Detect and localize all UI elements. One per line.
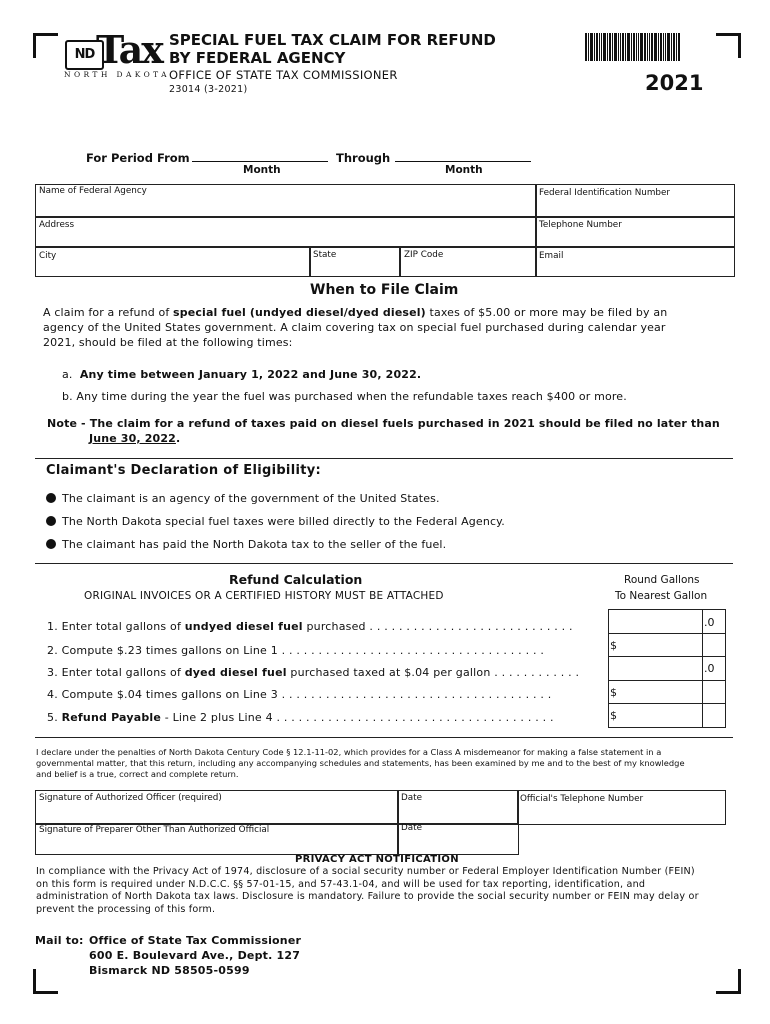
mailing-address: Office of State Tax Commissioner 600 E. Boulevard Ave., Dept. 127 Bismarck ND 58505-0599 xyxy=(89,934,302,977)
bullet-icon xyxy=(46,539,56,549)
round-gallons-label-1: Round Gallons xyxy=(624,574,700,586)
email-label: Email xyxy=(539,251,564,261)
logo-tax: Tax xyxy=(96,27,162,72)
refund-line-5: 5. Refund Payable - Line 2 plus Line 4 . . . . . . . . . . . . . . . . . . . . . . . . . . . . . . . . . . . . . . xyxy=(47,711,554,724)
refund-divider xyxy=(35,563,733,564)
fein-label: Federal Identification Number xyxy=(539,188,671,198)
logo-subtitle: NORTH DAKOTA xyxy=(64,70,170,79)
logo-nd: ND xyxy=(65,40,104,70)
period-through-input[interactable] xyxy=(395,149,531,162)
date-label-1: Date xyxy=(401,793,423,803)
registration-mark-bottom-right xyxy=(716,969,741,994)
penalty-statement: I declare under the penalties of North Dakota Century Code § 12.1-11-02, which provides for a Class A misdemeanor for making a false statement in a governmental matter, that this return, including any accompanying schedules and statements, has been examined by me and to the best of my knowledge and belief is a true, correct and complete return. xyxy=(36,747,685,779)
city-label: City xyxy=(39,251,57,261)
period-from-input[interactable] xyxy=(192,149,328,162)
declaration-heading: Claimant's Declaration of Eligibility: xyxy=(46,463,321,478)
refund-subheading: ORIGINAL INVOICES OR A CERTIFIED HISTORY MUST BE ATTACHED xyxy=(84,590,444,602)
form-title xyxy=(169,31,529,67)
period-from-label: For Period From xyxy=(86,151,190,165)
refund-heading: Refund Calculation xyxy=(229,572,363,587)
refund-line-2: 2. Compute $.23 times gallons on Line 1 . . . . . . . . . . . . . . . . . . . . . . . . . . . . . . . . . . . . xyxy=(47,644,545,657)
line1-zero: .0 xyxy=(704,616,715,629)
declaration-item-3: The claimant has paid the North Dakota tax to the seller of the fuel. xyxy=(62,538,447,551)
when-to-file-heading: When to File Claim xyxy=(310,282,459,298)
date-label-2: Date xyxy=(401,823,423,833)
preparer-signature-label: Signature of Preparer Other Than Authorized Official xyxy=(39,825,270,835)
when-to-file-paragraph: A claim for a refund of special fuel (undyed diesel/dyed diesel) taxes of $5.00 or more may be filed by an agency of the United States government. A claim covering tax on special fuel purchased during calendar year 2021, should be filed at the following times: xyxy=(43,306,668,349)
privacy-heading: PRIVACY ACT NOTIFICATION xyxy=(295,854,459,865)
month-label-through: Month xyxy=(445,164,483,176)
bullet-icon xyxy=(46,516,56,526)
refund-line-1: 1. Enter total gallons of undyed diesel fuel purchased . . . . . . . . . . . . . . . . . . . . . . . . . . . . xyxy=(47,620,573,633)
filing-note: Note - The claim for a refund of taxes paid on diesel fuels purchased in 2021 should be filed no later than June 30, 2022. xyxy=(47,417,720,445)
zip-label: ZIP Code xyxy=(404,250,444,260)
declaration-divider xyxy=(35,458,733,459)
line4-amount-input[interactable] xyxy=(609,681,701,702)
address-field[interactable] xyxy=(35,216,537,248)
line2-dollar: $ xyxy=(610,639,617,652)
form-title-line1: SPECIAL FUEL TAX CLAIM FOR REFUND xyxy=(169,31,496,49)
when-item-b: b. Any time during the year the fuel was purchased when the refundable taxes reach $400 or more. xyxy=(62,390,627,403)
declaration-item-1: The claimant is an agency of the government of the United States. xyxy=(62,492,440,505)
when-item-a: a. Any time between January 1, 2022 and June 30, 2022. xyxy=(62,368,422,381)
registration-mark-bottom-left xyxy=(33,969,58,994)
line2-amount-input[interactable] xyxy=(609,634,701,655)
round-gallons-label-2: To Nearest Gallon xyxy=(615,590,708,602)
period-through-label: Through xyxy=(336,151,391,165)
officer-phone-label: Official's Telephone Number xyxy=(520,794,644,804)
tax-year: 2021 xyxy=(645,71,704,95)
line5-amount-input[interactable] xyxy=(609,704,701,726)
line5-dollar: $ xyxy=(610,709,617,722)
privacy-text: In compliance with the Privacy Act of 1974, disclosure of a social security number or Federal Employer Identification Number (FEIN) on this form is required under N.D.C.C. §§ 57-01-15, and 57-43.1-04, and will be used for tax reporting, identification, and administration of North Dakota tax laws. Disclosure is mandatory. Failure to provide the social security number or FEIN may delay or prevent the processing of this form. xyxy=(36,866,699,915)
officer-signature-label: Signature of Authorized Officer (required) xyxy=(39,793,222,803)
line3-amount-input[interactable] xyxy=(609,657,701,679)
refund-line-3: 3. Enter total gallons of dyed diesel fuel purchased taxed at $.04 per gallon . . . . . . . . . . . . xyxy=(47,666,580,679)
city-field[interactable] xyxy=(35,246,311,277)
address-label: Address xyxy=(39,220,75,230)
mail-to-label: Mail to: xyxy=(35,934,84,947)
bullet-icon xyxy=(46,493,56,503)
line1-amount-input[interactable] xyxy=(609,610,701,632)
penalty-divider xyxy=(35,737,733,738)
month-label-from: Month xyxy=(243,164,281,176)
amount-cents-divider xyxy=(702,609,703,727)
state-label: State xyxy=(313,250,337,260)
declaration-item-2: The North Dakota special fuel taxes were billed directly to the Federal Agency. xyxy=(62,515,505,528)
line4-dollar: $ xyxy=(610,686,617,699)
telephone-label: Telephone Number xyxy=(539,220,622,230)
refund-line-4: 4. Compute $.04 times gallons on Line 3 . . . . . . . . . . . . . . . . . . . . . . . . . . . . . . . . . . . . . xyxy=(47,688,552,701)
form-title-line2: BY FEDERAL AGENCY xyxy=(169,49,346,67)
agency-name-label: Name of Federal Agency xyxy=(39,186,147,196)
line3-zero: .0 xyxy=(704,662,715,675)
barcode xyxy=(585,33,698,61)
form-number: 23014 (3-2021) xyxy=(169,84,248,95)
agency-name: OFFICE OF STATE TAX COMMISSIONER xyxy=(169,68,398,82)
registration-mark-top-left xyxy=(33,33,58,58)
email-field[interactable] xyxy=(535,246,735,277)
registration-mark-top-right xyxy=(716,33,741,58)
